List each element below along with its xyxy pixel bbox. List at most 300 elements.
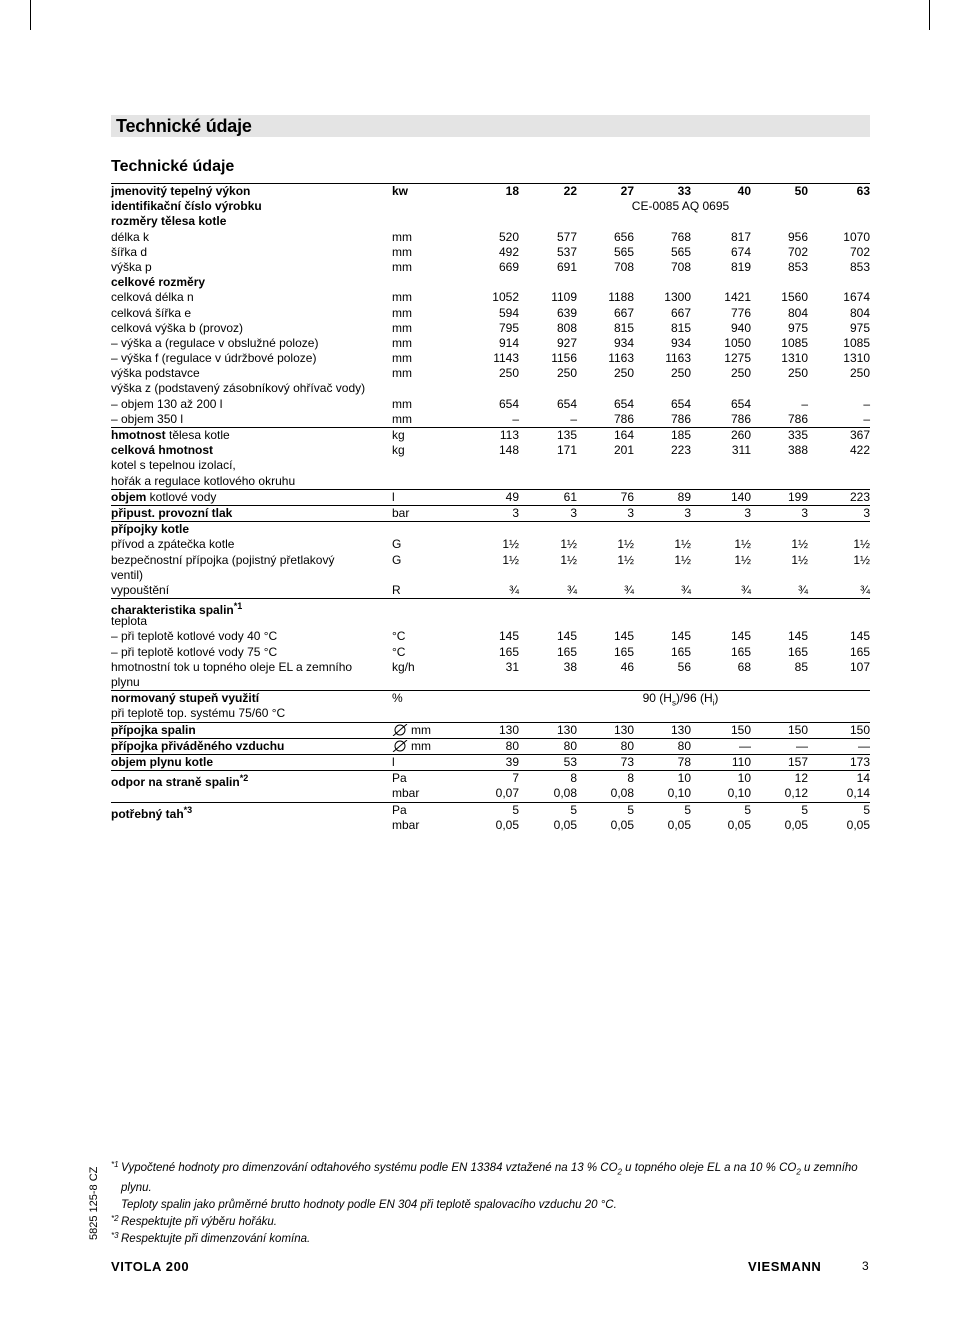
row-value: 80 bbox=[505, 738, 519, 753]
row-value: 8 bbox=[627, 771, 634, 786]
row-value: 10 bbox=[737, 771, 751, 786]
spec-row bbox=[111, 474, 870, 489]
row-value: 8 bbox=[570, 771, 577, 786]
row-value: 173 bbox=[849, 754, 870, 769]
row-value: 853 bbox=[787, 259, 808, 274]
row-value: 537 bbox=[556, 244, 577, 259]
footnote-1-text-b: u topného oleje EL a na 10 % CO bbox=[621, 1162, 797, 1174]
row-value: 5 bbox=[512, 802, 519, 817]
row-value: 165 bbox=[849, 644, 870, 659]
row-value: 140 bbox=[730, 489, 751, 504]
row-value: 250 bbox=[556, 366, 577, 381]
row-value: ¾ bbox=[623, 582, 634, 597]
row-value: 171 bbox=[556, 443, 577, 458]
row-label: odpor na straně spalin$^{*2}$ bbox=[111, 773, 249, 790]
row-value: 165 bbox=[498, 644, 519, 659]
row-value: 89 bbox=[677, 489, 691, 504]
row-unit: mm bbox=[392, 290, 412, 305]
spec-row bbox=[111, 336, 870, 351]
row-value: 223 bbox=[670, 443, 691, 458]
row-value: 73 bbox=[620, 754, 634, 769]
row-value: 1½ bbox=[853, 537, 870, 552]
row-value: 1½ bbox=[560, 537, 577, 552]
row-label: – výška a (regulace v obslužné poloze) bbox=[111, 335, 319, 350]
row-value: 654 bbox=[730, 396, 751, 411]
row-unit: Pa bbox=[392, 771, 407, 786]
row-value: 819 bbox=[730, 259, 751, 274]
row-value: 165 bbox=[613, 644, 634, 659]
spec-row bbox=[111, 397, 870, 412]
row-label: teplota bbox=[111, 614, 148, 629]
row-value: 1143 bbox=[493, 351, 519, 366]
row-value: 0,05 bbox=[727, 817, 751, 832]
crop-mark-left bbox=[30, 0, 31, 30]
footnote-1-continued: Teploty spalin jako průměrné brutto hodnoty podle EN 304 při teplotě spalovacího vzduchu 20 °C. bbox=[121, 1199, 617, 1212]
spec-row bbox=[111, 443, 870, 458]
row-value: 669 bbox=[498, 259, 519, 274]
row-value: 3 bbox=[684, 505, 691, 520]
footnote-1-text-c: u zemního plynu. bbox=[121, 1162, 858, 1195]
row-label: – objem 350 l bbox=[111, 411, 184, 426]
row-value: 520 bbox=[498, 229, 519, 244]
row-value: 0,10 bbox=[727, 786, 751, 801]
row-value: 594 bbox=[498, 305, 519, 320]
row-value: 185 bbox=[670, 428, 691, 442]
spec-row bbox=[111, 754, 870, 770]
row-value: ¾ bbox=[797, 582, 808, 597]
row-value: 5 bbox=[744, 802, 751, 817]
row-value: 165 bbox=[730, 644, 751, 659]
row-value: ¾ bbox=[859, 582, 870, 597]
row-value: 654 bbox=[498, 396, 519, 411]
row-value: 3 bbox=[863, 505, 870, 520]
row-value: 815 bbox=[613, 320, 634, 335]
row-label: výška p bbox=[111, 259, 152, 274]
row-value: 1085 bbox=[781, 335, 808, 350]
row-value: 130 bbox=[670, 722, 691, 737]
row-value: 0,05 bbox=[610, 817, 634, 832]
row-value: – bbox=[863, 396, 870, 411]
spec-row bbox=[111, 412, 870, 427]
row-value: – bbox=[512, 411, 519, 426]
row-value: 815 bbox=[670, 320, 691, 335]
row-unit: l bbox=[392, 754, 395, 769]
row-unit: G bbox=[392, 537, 402, 552]
row-value: 804 bbox=[849, 305, 870, 320]
spec-row bbox=[111, 245, 870, 260]
spec-row bbox=[111, 583, 870, 598]
row-value: 130 bbox=[498, 722, 519, 737]
footnote-3-mark: *3 bbox=[111, 1231, 119, 1241]
row-value: 0,14 bbox=[846, 786, 870, 801]
row-value: 22 bbox=[563, 184, 577, 198]
footnote-2 bbox=[111, 1214, 881, 1231]
row-label: hořák a regulace kotlového okruhu bbox=[111, 473, 296, 488]
row-value: 145 bbox=[613, 629, 634, 644]
row-unit: °C bbox=[392, 644, 406, 659]
row-value: 46 bbox=[620, 659, 634, 674]
row-value: 145 bbox=[849, 629, 870, 644]
row-label: jmenovitý tepelný výkon bbox=[111, 184, 251, 198]
row-value: 1188 bbox=[608, 290, 634, 305]
row-label: identifikační číslo výrobku bbox=[111, 199, 262, 214]
row-value: — bbox=[739, 738, 751, 753]
row-label: přívod a zpátečka kotle bbox=[111, 537, 235, 552]
row-value: 0,12 bbox=[784, 786, 808, 801]
diameter-icon bbox=[392, 724, 408, 736]
row-value: 5 bbox=[684, 802, 691, 817]
row-label: kotel s tepelnou izolací, bbox=[111, 458, 236, 473]
row-unit: kw bbox=[392, 184, 409, 198]
row-value: 0,05 bbox=[495, 817, 519, 832]
spec-row bbox=[111, 614, 870, 629]
row-value: 654 bbox=[613, 396, 634, 411]
row-value: 1163 bbox=[665, 351, 691, 366]
spec-row bbox=[111, 553, 870, 568]
spec-row bbox=[111, 183, 870, 199]
row-unit: mm bbox=[392, 723, 431, 738]
row-value: 53 bbox=[563, 754, 577, 769]
row-value: 934 bbox=[613, 335, 634, 350]
row-value: – bbox=[801, 396, 808, 411]
spec-row bbox=[111, 214, 870, 229]
row-value: 145 bbox=[498, 629, 519, 644]
row-value: ¾ bbox=[740, 582, 751, 597]
row-value: 150 bbox=[787, 722, 808, 737]
spec-row bbox=[111, 521, 870, 537]
row-value: 107 bbox=[849, 659, 870, 674]
row-unit: mm bbox=[392, 335, 412, 350]
row-value: 80 bbox=[563, 738, 577, 753]
row-value: 1052 bbox=[492, 290, 519, 305]
row-label: přípojka spalin bbox=[111, 722, 196, 737]
row-value: 1310 bbox=[843, 351, 870, 366]
spec-row bbox=[111, 706, 870, 721]
row-value: 38 bbox=[563, 659, 577, 674]
row-value: 1½ bbox=[674, 537, 691, 552]
row-value: 12 bbox=[794, 771, 808, 786]
row-value: 135 bbox=[556, 428, 577, 442]
row-value: 975 bbox=[787, 320, 808, 335]
spec-row bbox=[111, 660, 870, 675]
spec-row bbox=[111, 629, 870, 644]
row-value: 3 bbox=[627, 505, 634, 520]
row-label: – objem 130 až 200 l bbox=[111, 396, 223, 411]
page-number: 3 bbox=[862, 1259, 869, 1273]
row-span-value: 90 $(H_s)/96$ $(H_i)$ bbox=[642, 691, 719, 708]
row-unit: kg bbox=[392, 443, 405, 458]
row-value: 145 bbox=[670, 629, 691, 644]
row-value: 85 bbox=[794, 659, 808, 674]
row-unit: kg bbox=[392, 428, 405, 442]
row-value: 654 bbox=[670, 396, 691, 411]
row-value: 1½ bbox=[734, 537, 751, 552]
footnote-3-text: Respektujte při dimenzování komína. bbox=[121, 1233, 311, 1246]
row-value: 1½ bbox=[560, 552, 577, 567]
row-value: 150 bbox=[730, 722, 751, 737]
row-value: 27 bbox=[620, 184, 634, 198]
spec-table bbox=[111, 183, 870, 833]
row-value: 1310 bbox=[781, 351, 808, 366]
row-value: 250 bbox=[670, 366, 691, 381]
row-value: 1½ bbox=[617, 537, 634, 552]
row-value: 3 bbox=[744, 505, 751, 520]
row-value: 786 bbox=[787, 411, 808, 426]
row-value: — bbox=[796, 738, 808, 753]
row-value: 708 bbox=[670, 259, 691, 274]
spec-row bbox=[111, 306, 870, 321]
row-label: hmotnost tělesa kotle bbox=[111, 428, 230, 442]
row-value: 654 bbox=[556, 396, 577, 411]
row-label: šířka d bbox=[111, 244, 148, 259]
row-value: 0,08 bbox=[610, 786, 634, 801]
spec-row bbox=[111, 489, 870, 505]
row-value: 150 bbox=[849, 722, 870, 737]
row-unit: mm bbox=[392, 396, 412, 411]
row-value: 148 bbox=[498, 443, 519, 458]
row-span-value: CE-0085 AQ 0695 bbox=[631, 199, 730, 214]
row-value: 1½ bbox=[502, 552, 519, 567]
footnote-1: *1 Vypočtené hodnoty pro dimenzování odtahového systému podle EN 13384 vztažené na 13 % $CO_2$ u topného oleje EL a na 10 % $CO_2$ u zemního plynu. bbox=[111, 1160, 881, 1197]
row-label: při teplotě top. systému 75/60 °C bbox=[111, 706, 286, 721]
spec-row bbox=[111, 351, 870, 366]
row-label: rozměry tělesa kotle bbox=[111, 214, 227, 229]
row-unit: mm bbox=[392, 739, 431, 754]
row-unit: mbar bbox=[392, 817, 420, 832]
row-value: 940 bbox=[730, 320, 751, 335]
row-value: 250 bbox=[849, 366, 870, 381]
row-value: 80 bbox=[620, 738, 634, 753]
row-label: – při teplotě kotlové vody 75 °C bbox=[111, 644, 278, 659]
row-value: 388 bbox=[787, 443, 808, 458]
row-value: 68 bbox=[737, 659, 751, 674]
row-value: 0,05 bbox=[553, 817, 577, 832]
footnote-3 bbox=[111, 1231, 881, 1248]
row-value: 0,05 bbox=[667, 817, 691, 832]
row-value: 250 bbox=[613, 366, 634, 381]
row-value: 768 bbox=[670, 229, 691, 244]
row-label: připust. provozní tlak bbox=[111, 505, 233, 520]
spec-row bbox=[111, 645, 870, 660]
footnote-2-text: Respektujte při výběru hořáku. bbox=[121, 1216, 277, 1229]
row-value: 367 bbox=[849, 428, 870, 442]
row-value: 14 bbox=[856, 771, 870, 786]
spec-row bbox=[111, 199, 870, 214]
row-value: 63 bbox=[856, 184, 870, 198]
row-value: 113 bbox=[499, 428, 519, 442]
row-value: 1674 bbox=[843, 290, 870, 305]
row-value: 130 bbox=[556, 722, 577, 737]
row-value: 33 bbox=[677, 184, 691, 198]
row-value: 674 bbox=[730, 244, 751, 259]
row-unit: Pa bbox=[392, 802, 407, 817]
row-label: celková délka n bbox=[111, 290, 194, 305]
row-value: 1½ bbox=[734, 552, 751, 567]
row-unit: bar bbox=[392, 505, 410, 520]
footnote-1-text-a: Vypočtené hodnoty pro dimenzování odtahového systému podle EN 13384 vztažené na 13 % CO bbox=[121, 1162, 618, 1174]
row-unit: G bbox=[392, 552, 402, 567]
row-value: 335 bbox=[787, 428, 808, 442]
row-value: — bbox=[858, 738, 870, 753]
spec-row bbox=[111, 427, 870, 443]
spec-row bbox=[111, 260, 870, 275]
row-unit: mm bbox=[392, 320, 412, 335]
spec-row bbox=[111, 738, 870, 754]
row-value: 1275 bbox=[724, 351, 751, 366]
row-value: 1163 bbox=[608, 351, 634, 366]
row-value: 50 bbox=[794, 184, 808, 198]
row-value: 1156 bbox=[551, 351, 577, 366]
row-unit: % bbox=[392, 691, 403, 706]
product-name: VITOLA 200 bbox=[111, 1259, 190, 1274]
row-label: hmotnostní tok u topného oleje EL a zemního bbox=[111, 659, 353, 674]
spec-row bbox=[111, 230, 870, 245]
row-value: 422 bbox=[849, 443, 870, 458]
row-label: – výška f (regulace v údržbové poloze) bbox=[111, 351, 317, 366]
row-value: 165 bbox=[787, 644, 808, 659]
row-value: 795 bbox=[498, 320, 519, 335]
row-value: 0,08 bbox=[553, 786, 577, 801]
row-value: – bbox=[863, 411, 870, 426]
spec-row bbox=[111, 321, 870, 336]
row-value: ¾ bbox=[508, 582, 519, 597]
row-label: normovaný stupeň využití bbox=[111, 691, 260, 706]
row-value: 817 bbox=[730, 229, 751, 244]
spec-row bbox=[111, 381, 870, 396]
row-value: 1421 bbox=[724, 290, 751, 305]
footnote-2-mark: *2 bbox=[111, 1214, 119, 1224]
row-value: 0,05 bbox=[784, 817, 808, 832]
row-value: 250 bbox=[787, 366, 808, 381]
row-value: 5 bbox=[570, 802, 577, 817]
row-value: 10 bbox=[677, 771, 691, 786]
row-value: 927 bbox=[556, 335, 577, 350]
row-value: 18 bbox=[505, 184, 519, 198]
row-unit: mm bbox=[392, 366, 412, 381]
row-label: plynu bbox=[111, 675, 140, 689]
row-value: 1½ bbox=[674, 552, 691, 567]
row-value: 250 bbox=[730, 366, 751, 381]
row-label: objem kotlové vody bbox=[111, 489, 217, 504]
spec-row bbox=[111, 722, 870, 738]
row-unit: mm bbox=[392, 229, 412, 244]
row-value: 667 bbox=[670, 305, 691, 320]
row-value: 164 bbox=[613, 428, 634, 442]
row-value: 5 bbox=[627, 802, 634, 817]
row-value: 776 bbox=[730, 305, 751, 320]
row-value: 5 bbox=[801, 802, 808, 817]
row-value: 80 bbox=[677, 738, 691, 753]
row-unit: mm bbox=[392, 259, 412, 274]
row-value: 1300 bbox=[664, 290, 691, 305]
row-unit: mm bbox=[392, 244, 412, 259]
row-value: 40 bbox=[737, 184, 751, 198]
row-unit: mm bbox=[392, 305, 412, 320]
row-value: 76 bbox=[620, 489, 634, 504]
row-value: 1050 bbox=[724, 335, 751, 350]
spec-row bbox=[111, 568, 870, 583]
row-value: 786 bbox=[670, 411, 691, 426]
row-value: 31 bbox=[505, 659, 519, 674]
row-value: 1085 bbox=[843, 335, 870, 350]
row-label: objem plynu kotle bbox=[111, 754, 214, 769]
row-value: 492 bbox=[498, 244, 519, 259]
row-value: 56 bbox=[677, 659, 691, 674]
row-value: 250 bbox=[498, 366, 519, 381]
row-label: celková hmotnost bbox=[111, 443, 214, 458]
row-label: výška z (podstavený zásobníkový ohřívač vody) bbox=[111, 381, 366, 396]
row-label: ventil) bbox=[111, 567, 144, 582]
diameter-icon bbox=[392, 740, 408, 752]
row-value: 934 bbox=[670, 335, 691, 350]
row-value: 786 bbox=[730, 411, 751, 426]
header-bar bbox=[111, 115, 870, 137]
row-label: bezpečnostní přípojka (pojistný přetlakový bbox=[111, 552, 335, 567]
row-value: 110 bbox=[731, 754, 751, 769]
spec-row bbox=[111, 818, 870, 833]
row-value: 565 bbox=[670, 244, 691, 259]
row-value: 656 bbox=[613, 229, 634, 244]
row-unit: l bbox=[392, 489, 395, 504]
row-label: celkové rozměry bbox=[111, 275, 206, 290]
row-unit: kg/h bbox=[392, 659, 415, 674]
row-value: 804 bbox=[787, 305, 808, 320]
row-label: potřebný tah$^{*3}$ bbox=[111, 804, 193, 821]
row-value: 39 bbox=[505, 754, 519, 769]
row-value: 1070 bbox=[843, 229, 870, 244]
row-value: 1½ bbox=[853, 552, 870, 567]
row-value: 3 bbox=[801, 505, 808, 520]
row-value: 78 bbox=[677, 754, 691, 769]
brand-logo: VIESMANN bbox=[748, 1259, 822, 1274]
row-value: 5 bbox=[863, 802, 870, 817]
spec-row bbox=[111, 598, 870, 618]
row-label: vypouštění bbox=[111, 582, 170, 597]
row-value: 914 bbox=[498, 335, 519, 350]
crop-mark-right bbox=[929, 0, 930, 30]
section-title: Technické údaje bbox=[111, 158, 235, 175]
spec-row bbox=[111, 458, 870, 473]
row-value: 0,10 bbox=[667, 786, 691, 801]
row-value: 702 bbox=[787, 244, 808, 259]
row-value: 1½ bbox=[502, 537, 519, 552]
row-unit: R bbox=[392, 582, 401, 597]
row-value: 165 bbox=[670, 644, 691, 659]
row-value: 130 bbox=[613, 722, 634, 737]
document-code: 5825 125-8 CZ bbox=[88, 1166, 100, 1240]
row-value: 565 bbox=[613, 244, 634, 259]
row-value: 667 bbox=[613, 305, 634, 320]
row-value: 145 bbox=[730, 629, 751, 644]
row-label: přípojka přiváděného vzduchu bbox=[111, 738, 285, 753]
spec-row bbox=[111, 786, 870, 801]
row-value: 786 bbox=[613, 411, 634, 426]
row-label: výška podstavce bbox=[111, 366, 200, 381]
row-value: 3 bbox=[570, 505, 577, 520]
row-label: charakteristika spalin$^{*1}$ bbox=[111, 601, 243, 618]
row-value: ¾ bbox=[680, 582, 691, 597]
row-unit: mm bbox=[392, 411, 412, 426]
row-value: 145 bbox=[556, 629, 577, 644]
row-unit: mbar bbox=[392, 786, 420, 801]
spec-row bbox=[111, 770, 870, 790]
row-value: 311 bbox=[731, 443, 751, 458]
row-value: 708 bbox=[613, 259, 634, 274]
row-value: 165 bbox=[556, 644, 577, 659]
row-value: 199 bbox=[787, 489, 808, 504]
header-bar-title: Technické údaje bbox=[116, 116, 252, 136]
spec-row bbox=[111, 290, 870, 305]
